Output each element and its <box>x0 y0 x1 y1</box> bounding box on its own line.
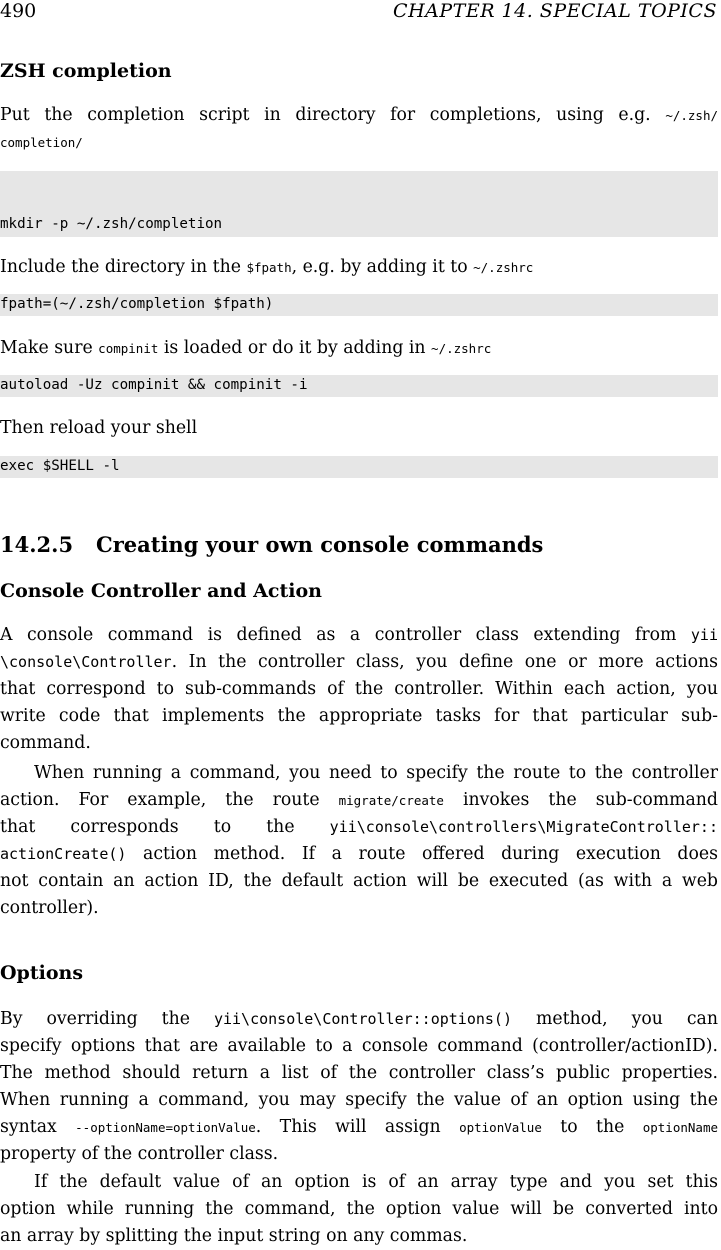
code-block-autoload: autoload -Uz compinit && compinit -i <box>0 375 718 397</box>
inline-code: migrate/create <box>338 793 444 808</box>
options-p1-line-6: property of the controller class. <box>0 1144 279 1164</box>
zsh-paragraph-text: Put the completion script in directory for completions, using e.g. <box>0 105 651 125</box>
options-p1-line-2: specify options that are available to a console command (controller/actionID). <box>0 1036 718 1056</box>
options-p2-line-1: If the default value of an option is of an array type and you set this <box>34 1172 718 1192</box>
text: . This will assign <box>255 1117 460 1137</box>
text: Include the directory in the <box>0 257 247 277</box>
code-block-fpath: fpath=(~/.zsh/completion $fpath) <box>0 294 718 316</box>
zsh-completion-heading: ZSH completion <box>0 60 172 82</box>
console-p1-line-2 <box>0 649 718 676</box>
inline-code: yii <box>690 626 718 644</box>
inline-code: compinit <box>98 341 159 356</box>
text: method, you can <box>511 1009 718 1029</box>
text: invokes the sub-command <box>443 790 718 810</box>
text: action method. If a route offered during execution does <box>126 844 718 864</box>
compinit-paragraph <box>0 335 718 362</box>
code-block-install <box>0 171 718 237</box>
inline-code: optionValue <box>459 1120 542 1135</box>
console-p2-line-4 <box>0 841 718 868</box>
inline-code: yii\console\Controller::options() <box>213 1010 512 1028</box>
zsh-path-code-cont: completion/ <box>0 135 83 150</box>
text: to the <box>541 1117 643 1137</box>
console-p2-line-3 <box>0 814 718 841</box>
text: A console command is defined as a controller class extending from <box>0 625 691 645</box>
text: syntax <box>0 1117 76 1137</box>
inline-code: ~/.zshrc <box>431 341 492 356</box>
console-p2-line-2 <box>0 787 718 814</box>
code-line: mkdir -p ~/.zsh/completion <box>0 216 223 232</box>
running-header: CHAPTER 14. SPECIAL TOPICS <box>393 0 717 22</box>
options-p2-line-2: option while running the command, the option value will be converted into <box>0 1199 718 1219</box>
console-p2-line-5: not contain an action ID, the default action will be executed (as with a web <box>0 871 718 891</box>
zsh-path-code: ~/.zsh/ <box>665 108 718 123</box>
options-p1-line-3: The method should return a list of the controller class’s public properties. <box>0 1063 718 1083</box>
inline-code: $fpath <box>246 260 292 275</box>
section-title: Creating your own console commands <box>96 532 544 557</box>
text: action. For example, the route <box>0 790 339 810</box>
options-heading: Options <box>0 962 84 984</box>
console-p1-line-1 <box>0 622 718 649</box>
inline-code: optionName <box>642 1120 718 1135</box>
zsh-paragraph-line-2 <box>0 129 718 156</box>
options-p2-line-3: an array by splitting the input string on any commas. <box>0 1226 468 1246</box>
text: is loaded or do it by adding in <box>158 338 432 358</box>
inline-code: --optionName=optionValue <box>75 1120 256 1135</box>
console-controller-heading: Console Controller and Action <box>0 580 322 602</box>
inline-code: actionCreate() <box>0 845 127 863</box>
console-p1-line-5: command. <box>0 733 91 753</box>
console-p2-line-6: controller). <box>0 898 99 918</box>
console-p2-line-1: When running a command, you need to specify the route to the controller <box>34 763 718 783</box>
text: that corresponds to the <box>0 817 330 837</box>
options-p1-line-1 <box>0 1006 718 1033</box>
text: . In the controller class, you define one or more actions <box>171 652 718 672</box>
code-block-exec: exec $SHELL -l <box>0 456 718 478</box>
page-number: 490 <box>0 0 37 22</box>
text: By overriding the <box>0 1009 214 1029</box>
text: , e.g. by adding it to <box>291 257 474 277</box>
section-number: 14.2.5 <box>0 532 74 557</box>
inline-code: \console\Controller <box>0 653 172 671</box>
code-line <box>0 236 718 238</box>
inline-code: yii\console\controllers\MigrateController:: <box>329 818 718 836</box>
zsh-paragraph-line-1 <box>0 102 718 129</box>
section-heading <box>0 532 543 558</box>
inline-code: ~/.zshrc <box>473 260 534 275</box>
fpath-paragraph <box>0 254 718 281</box>
text: Make sure <box>0 338 99 358</box>
console-p1-line-3: that correspond to sub-commands of the controller. Within each action, you <box>0 679 718 699</box>
options-p1-line-4: When running a command, you may specify the value of an option using the <box>0 1090 718 1110</box>
reload-paragraph: Then reload your shell <box>0 418 198 438</box>
options-p1-line-5 <box>0 1114 718 1141</box>
console-p1-line-4: write code that implements the appropriate tasks for that particular sub- <box>0 706 718 726</box>
